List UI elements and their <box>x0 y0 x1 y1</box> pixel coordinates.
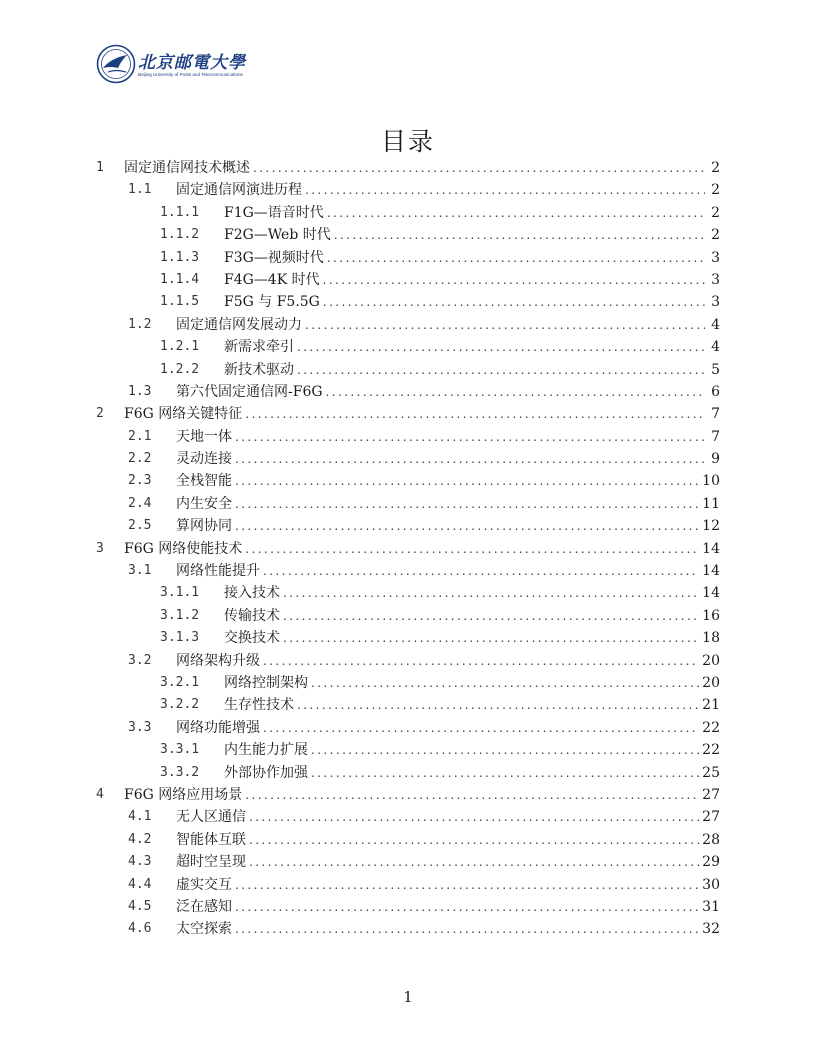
toc-entry[interactable] <box>96 359 720 381</box>
toc-entry-body <box>176 717 720 739</box>
toc-leader-dots <box>326 381 705 403</box>
toc-entry-title: 无人区通信 <box>176 809 246 826</box>
toc-entry-number: 4.4 <box>128 876 152 892</box>
toc-entry-page: 12 <box>702 518 720 535</box>
toc-entry-body <box>224 336 720 358</box>
toc-entry-number: 1.1.4 <box>160 271 200 287</box>
page-number: 1 <box>403 988 413 1006</box>
toc-entry-body <box>224 582 720 604</box>
toc-entry-number: 4.1 <box>128 809 152 825</box>
toc-entry[interactable] <box>96 762 720 784</box>
toc-entry-body <box>124 784 720 806</box>
toc-entry[interactable] <box>96 896 720 918</box>
toc-entry-page: 14 <box>702 563 720 580</box>
toc-entry[interactable] <box>96 672 720 694</box>
toc-entry[interactable] <box>96 314 720 336</box>
university-logo <box>96 44 256 88</box>
toc-entry-body <box>176 515 720 537</box>
toc-entry[interactable] <box>96 739 720 761</box>
toc-entry-page: 21 <box>702 697 720 714</box>
toc-leader-dots <box>249 851 699 873</box>
toc-entry-number: 1.1 <box>128 182 152 198</box>
toc-entry-title: 网络架构升级 <box>176 652 260 669</box>
toc-entry-title: F6G 网络应用场景 <box>124 786 243 803</box>
toc-entry[interactable] <box>96 784 720 806</box>
toc-entry[interactable] <box>96 247 720 269</box>
toc-leader-dots <box>235 426 705 448</box>
toc-leader-dots <box>245 403 705 425</box>
toc-entry-page: 27 <box>702 809 720 826</box>
toc-leader-dots <box>235 515 699 537</box>
toc-entry-body <box>176 493 720 515</box>
toc-entry[interactable] <box>96 336 720 358</box>
toc-leader-dots <box>327 202 705 224</box>
university-emblem-icon <box>96 44 136 84</box>
toc-entry-number: 3.1.1 <box>160 585 200 601</box>
toc-entry-number: 3.3.2 <box>160 764 200 780</box>
toc-entry-title: 智能体互联 <box>176 831 246 848</box>
toc-entry-page: 6 <box>711 383 720 400</box>
toc-entry-body <box>224 269 720 291</box>
toc-leader-dots <box>253 157 705 179</box>
toc-entry-page: 7 <box>711 428 720 445</box>
toc-entry-body <box>176 896 720 918</box>
toc-entry-page: 32 <box>702 921 720 938</box>
toc-leader-dots <box>297 359 705 381</box>
toc-entry-title: F4G—4K 时代 <box>224 271 320 288</box>
toc-leader-dots <box>305 314 705 336</box>
toc-entry[interactable] <box>96 627 720 649</box>
toc-leader-dots <box>311 739 699 761</box>
toc-entry-title: 外部协作加强 <box>224 764 308 781</box>
toc-entry-title: 接入技术 <box>224 585 280 602</box>
toc-entry-number: 3 <box>96 540 104 556</box>
toc-entry[interactable] <box>96 448 720 470</box>
toc-entry-body <box>224 605 720 627</box>
toc-entry-number: 3.2.1 <box>160 674 200 690</box>
toc-entry-number: 1.1.1 <box>160 204 200 220</box>
toc-entry-number: 4.6 <box>128 921 152 937</box>
toc-entry-number: 4.2 <box>128 831 152 847</box>
toc-entry-page: 4 <box>711 339 720 356</box>
toc-entry[interactable] <box>96 851 720 873</box>
toc-entry-number: 4 <box>96 786 104 802</box>
toc-entry-body <box>124 538 720 560</box>
toc-entry-body <box>224 694 720 716</box>
toc-entry[interactable] <box>96 694 720 716</box>
toc-entry-number: 2.1 <box>128 428 152 444</box>
toc-entry[interactable] <box>96 874 720 896</box>
toc-entry-title: F3G—视频时代 <box>224 249 324 266</box>
toc-entry[interactable] <box>96 202 720 224</box>
toc-entry-title: 内生安全 <box>176 495 232 512</box>
toc-entry[interactable] <box>96 582 720 604</box>
toc-leader-dots <box>263 650 699 672</box>
toc-entry-number: 3.2.2 <box>160 697 200 713</box>
toc-entry-number: 2.5 <box>128 518 152 534</box>
toc-entry-page: 11 <box>702 495 720 512</box>
toc-entry-body <box>224 739 720 761</box>
toc-leader-dots <box>283 605 699 627</box>
toc-leader-dots <box>297 694 699 716</box>
toc-entry-number: 2.4 <box>128 495 152 511</box>
toc-entry[interactable] <box>96 291 720 313</box>
toc-entry[interactable] <box>96 515 720 537</box>
toc-leader-dots <box>235 448 705 470</box>
toc-entry-body <box>176 470 720 492</box>
toc-leader-dots <box>249 829 699 851</box>
toc-entry-title: 网络控制架构 <box>224 674 308 691</box>
toc-entry-title: F5G 与 F5.5G <box>224 294 320 311</box>
toc-leader-dots <box>297 336 705 358</box>
toc-entry[interactable] <box>96 381 720 403</box>
toc-entry-body <box>176 806 720 828</box>
toc-entry[interactable] <box>96 224 720 246</box>
toc-entry-title: F2G—Web 时代 <box>224 227 331 244</box>
toc-entry-title: 全栈智能 <box>176 473 232 490</box>
toc-leader-dots <box>283 627 699 649</box>
toc-entry-title: 太空探索 <box>176 921 232 938</box>
toc-entry-title: F6G 网络使能技术 <box>124 540 243 557</box>
toc-entry-body <box>224 224 720 246</box>
toc-entry-page: 31 <box>702 898 720 915</box>
toc-entry-body <box>224 359 720 381</box>
toc-entry-number: 1.3 <box>128 383 152 399</box>
toc-entry-number: 3.2 <box>128 652 152 668</box>
toc-leader-dots <box>323 291 705 313</box>
toc-leader-dots <box>283 582 699 604</box>
toc-entry[interactable] <box>96 470 720 492</box>
toc-leader-dots <box>311 762 699 784</box>
toc-entry-page: 2 <box>711 227 720 244</box>
toc-entry-page: 22 <box>702 719 720 736</box>
toc-leader-dots <box>311 672 699 694</box>
toc-entry-page: 27 <box>702 786 720 803</box>
toc-entry-title: 新技术驱动 <box>224 361 294 378</box>
toc-entry-body <box>224 762 720 784</box>
toc-entry-title: 虚实交互 <box>176 876 232 893</box>
toc-entry-page: 25 <box>702 764 720 781</box>
toc-entry-page: 2 <box>711 182 720 199</box>
toc-entry-title: 算网协同 <box>176 518 232 535</box>
toc-entry-body <box>224 627 720 649</box>
toc-leader-dots <box>305 179 705 201</box>
toc-entry-page: 10 <box>702 473 720 490</box>
toc-entry-number: 1.2.2 <box>160 361 200 377</box>
toc-entry-page: 16 <box>702 607 720 624</box>
toc-entry-title: 内生能力扩展 <box>224 742 308 759</box>
toc-entry[interactable] <box>96 717 720 739</box>
toc-entry[interactable] <box>96 426 720 448</box>
toc-entry-number: 3.1.3 <box>160 630 200 646</box>
toc-leader-dots <box>235 493 699 515</box>
toc-entry-page: 2 <box>711 160 720 176</box>
toc-entry-page: 2 <box>711 204 720 221</box>
toc-entry-title: 新需求牵引 <box>224 339 294 356</box>
toc-entry-page: 29 <box>702 854 720 871</box>
toc-entry-body <box>176 426 720 448</box>
toc-entry-number: 1.2 <box>128 316 152 332</box>
toc-entry-title: 传输技术 <box>224 607 280 624</box>
toc-entry-title: F6G 网络关键特征 <box>124 406 243 423</box>
toc-entry-body <box>176 381 720 403</box>
toc-entry[interactable] <box>96 403 720 425</box>
toc-entry[interactable] <box>96 157 720 179</box>
page-title: 目录 <box>380 127 435 156</box>
toc-entry-body <box>224 247 720 269</box>
toc-entry-page: 18 <box>702 630 720 647</box>
toc-entry[interactable] <box>96 179 720 201</box>
toc-entry-page: 20 <box>702 674 720 691</box>
toc-leader-dots <box>323 269 705 291</box>
toc-entry-body <box>176 851 720 873</box>
toc-entry-number: 1 <box>96 160 104 175</box>
toc-entry-title: 生存性技术 <box>224 697 294 714</box>
toc-entry-number: 3.3 <box>128 719 152 735</box>
toc-entry-page: 9 <box>711 451 720 468</box>
toc-entry-number: 2.2 <box>128 451 152 467</box>
toc-entry[interactable] <box>96 918 720 940</box>
toc-leader-dots <box>235 874 699 896</box>
toc-entry[interactable] <box>96 806 720 828</box>
toc-entry-body <box>224 672 720 694</box>
toc-entry[interactable] <box>96 829 720 851</box>
toc-leader-dots <box>235 470 699 492</box>
toc-entry-page: 22 <box>702 742 720 759</box>
toc-entry-page: 28 <box>702 831 720 848</box>
toc-entry-page: 3 <box>711 271 720 288</box>
toc-entry-body <box>176 874 720 896</box>
toc-entry-title: 网络功能增强 <box>176 719 260 736</box>
toc-entry[interactable] <box>96 650 720 672</box>
toc-entry-number: 4.3 <box>128 854 152 870</box>
toc-entry-body <box>176 918 720 940</box>
toc-entry-body <box>176 179 720 201</box>
toc-entry-page: 4 <box>711 316 720 333</box>
toc-leader-dots <box>245 538 699 560</box>
toc-entry-page: 20 <box>702 652 720 669</box>
toc-leader-dots <box>249 806 699 828</box>
toc-entry-body <box>176 314 720 336</box>
toc-entry-number: 3.3.1 <box>160 742 200 758</box>
toc-entry-body <box>176 560 720 582</box>
toc-entry[interactable] <box>96 560 720 582</box>
toc-entry-number: 3.1 <box>128 563 152 579</box>
toc-entry-title: 灵动连接 <box>176 451 232 468</box>
toc-entry-title: 交换技术 <box>224 630 280 647</box>
toc-entry-number: 1.1.3 <box>160 249 200 265</box>
toc-entry-title: 天地一体 <box>176 428 232 445</box>
toc-entry-number: 2 <box>96 406 104 422</box>
logo-chinese-name: 北京邮電大學 <box>138 53 246 73</box>
toc-entry-body <box>176 829 720 851</box>
toc-leader-dots <box>235 896 699 918</box>
toc-entry-body <box>176 650 720 672</box>
toc-leader-dots <box>263 560 699 582</box>
toc-entry-body <box>124 157 720 179</box>
logo-english-name: Beijing University of Posts and Telecommunications <box>138 72 243 77</box>
toc-entry-body <box>224 291 720 313</box>
toc-entry-page: 14 <box>702 585 720 602</box>
toc-entry-title: 网络性能提升 <box>176 563 260 580</box>
toc-entry-body <box>224 202 720 224</box>
toc-entry-page: 3 <box>711 249 720 266</box>
toc-leader-dots <box>245 784 699 806</box>
toc-entry-body <box>124 403 720 425</box>
toc-entry-title: 固定通信网技术概述 <box>124 160 250 176</box>
toc-entry-number: 1.1.5 <box>160 294 200 310</box>
toc-leader-dots <box>334 224 705 246</box>
toc-entry[interactable] <box>96 605 720 627</box>
toc-entry-title: 第六代固定通信网-F6G <box>176 383 323 400</box>
toc-entry[interactable] <box>96 493 720 515</box>
toc-entry-title: 固定通信网发展动力 <box>176 316 302 333</box>
toc-entry-number: 4.5 <box>128 898 152 914</box>
toc-leader-dots <box>263 717 699 739</box>
toc-entry-title: F1G—语音时代 <box>224 204 324 221</box>
toc-entry[interactable] <box>96 538 720 560</box>
toc-entry-number: 2.3 <box>128 473 152 489</box>
toc-entry-page: 7 <box>711 406 720 423</box>
toc-entry-page: 30 <box>702 876 720 893</box>
toc-entry-title: 超时空呈现 <box>176 854 246 871</box>
toc-entry-page: 5 <box>711 361 720 378</box>
toc-entry-body <box>176 448 720 470</box>
toc-entry-number: 1.2.1 <box>160 339 200 355</box>
toc-entry-page: 3 <box>711 294 720 311</box>
table-of-contents <box>96 157 720 941</box>
toc-entry-number: 3.1.2 <box>160 607 200 623</box>
toc-entry-page: 14 <box>702 540 720 557</box>
toc-entry-title: 固定通信网演进历程 <box>176 182 302 199</box>
toc-entry-title: 泛在感知 <box>176 898 232 915</box>
toc-leader-dots <box>327 247 705 269</box>
toc-entry[interactable] <box>96 269 720 291</box>
toc-leader-dots <box>235 918 699 940</box>
toc-entry-number: 1.1.2 <box>160 227 200 243</box>
